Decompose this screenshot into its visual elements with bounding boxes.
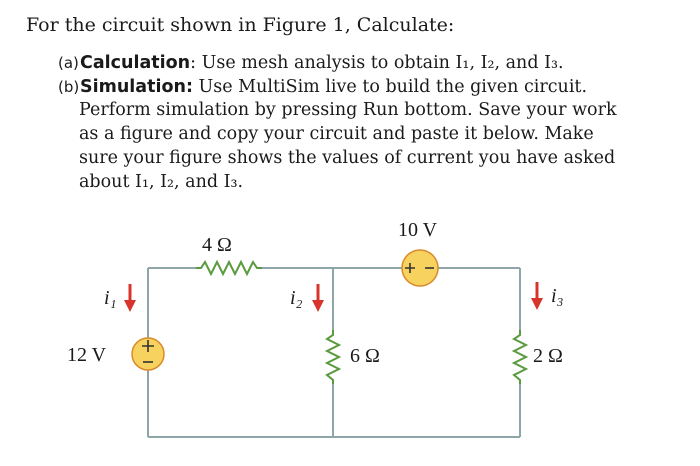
label-i3: i₃ [551,285,564,307]
part-b-keyword: Simulation: [80,77,193,97]
part-b-line-4: sure your figure shows the values of current you have asked [79,148,616,168]
label-i1: i₁ [104,287,117,309]
part-b-line-1: Use MultiSim live to build the given circuit. [192,77,588,97]
part-b-line-2: Perform simulation by pressing Run bottom. Save your work [79,100,617,120]
part-b-line-3: as a figure and copy your circuit and paste it below. Make [79,124,594,144]
label-2-ohm: 2 Ω [533,345,563,367]
arrow-i3 [531,282,543,310]
circuit-wires [148,268,520,437]
label-4-ohm: 4 Ω [202,234,232,256]
problem-intro: For the circuit shown in Figure 1, Calculate: [26,14,455,36]
part-a-tag: (a) [58,54,79,72]
label-10v: 10 V [398,219,438,241]
voltage-source-10v [402,250,438,286]
label-12v: 12 V [67,344,107,366]
voltage-source-12v [132,338,164,370]
part-a-keyword: Calculation [80,53,191,73]
resistor-2-ohm [514,330,526,384]
label-6-ohm: 6 Ω [350,345,380,367]
resistor-4-ohm [196,262,262,274]
part-b-tag: (b) [58,78,80,96]
arrow-i1 [124,284,136,312]
part-a-text: : Use mesh analysis to obtain I₁, I₂, and I₃. [190,53,564,73]
label-i2: i₂ [290,287,303,309]
arrow-i2 [312,284,324,312]
resistor-6-ohm [327,330,339,384]
part-b-line-5: about I₁, I₂, and I₃. [79,172,244,192]
